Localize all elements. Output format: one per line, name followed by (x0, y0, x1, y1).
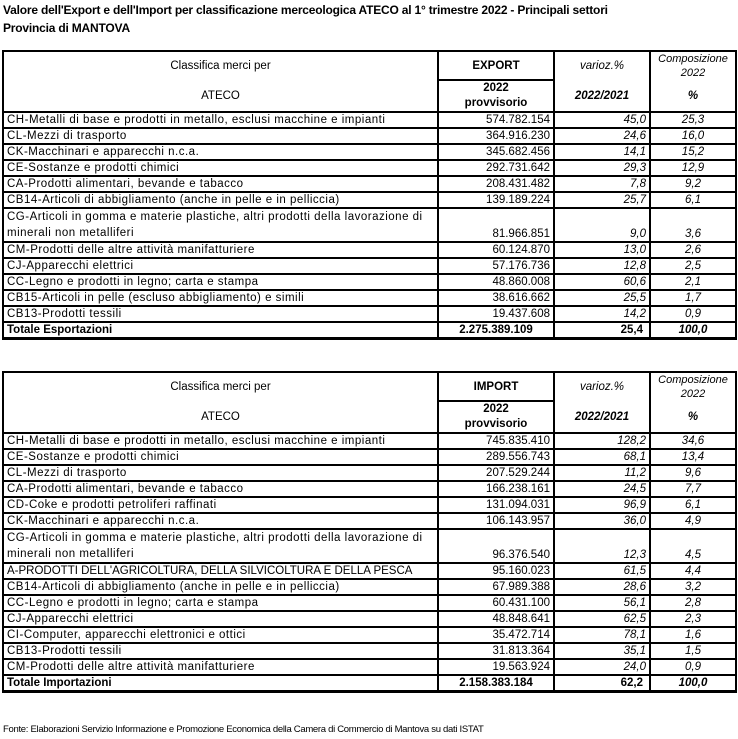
row-label: CB14-Articoli di abbigliamento (anche in pelle e in pelliccia) (3, 579, 438, 595)
total-row (3, 675, 736, 692)
table-row (3, 258, 736, 274)
row-value: 208.431.482 (438, 176, 554, 192)
row-label: CI-Computer, apparecchi elettronici e ottici (3, 627, 438, 643)
row-value: 48.860.008 (438, 274, 554, 290)
row-value: 345.682.456 (438, 144, 554, 160)
row-comp: 3,6 (650, 208, 736, 242)
row-comp: 9,6 (650, 465, 736, 481)
row-label: CM-Prodotti delle altre attività manifatturiere (3, 242, 438, 258)
row-comp: 1,6 (650, 627, 736, 643)
header-year-value: 2022 (483, 403, 509, 415)
table-row (3, 497, 736, 513)
row-variaz: 14,2 (554, 306, 650, 322)
total-comp: 100,0 (650, 675, 736, 692)
row-comp: 6,1 (650, 497, 736, 513)
row-variaz: 9,0 (554, 208, 650, 242)
row-value: 35.472.714 (438, 627, 554, 643)
table-row (3, 595, 736, 611)
row-value: 139.189.224 (438, 192, 554, 208)
row-variaz: 36,0 (554, 513, 650, 529)
row-value: 60.124.870 (438, 242, 554, 258)
row-label: A-PRODOTTI DELL'AGRICOLTURA, DELLA SILVICOLTURA E DELLA PESCA (3, 563, 438, 579)
header-variaz: varioz.% (554, 51, 650, 80)
row-variaz: 13,0 (554, 242, 650, 258)
total-variaz: 62,2 (554, 675, 650, 692)
row-variaz: 62,5 (554, 611, 650, 627)
header-export: EXPORT (438, 51, 554, 80)
import-header-row-2 (3, 401, 736, 433)
row-comp: 1,7 (650, 290, 736, 306)
row-comp: 2,3 (650, 611, 736, 627)
table-row (3, 160, 736, 176)
header-classifica: Classifica merci per (3, 51, 438, 80)
row-label: CK-Macchinari e apparecchi n.c.a. (3, 513, 438, 529)
row-label: CB15-Articoli in pelle (escluso abbigliamento) e simili (3, 290, 438, 306)
header-variaz-period: 2022/2021 (554, 401, 650, 433)
row-variaz: 60,6 (554, 274, 650, 290)
header-classifica: Classifica merci per (3, 372, 438, 401)
row-value: 574.782.154 (438, 112, 554, 128)
header-year (438, 401, 554, 433)
row-label: CM-Prodotti delle altre attività manifatturiere (3, 659, 438, 675)
row-variaz: 12,8 (554, 258, 650, 274)
row-comp: 12,9 (650, 160, 736, 176)
row-label: CL-Mezzi di trasporto (3, 128, 438, 144)
row-variaz: 24,6 (554, 128, 650, 144)
row-comp: 34,6 (650, 433, 736, 449)
table-row (3, 433, 736, 449)
row-comp: 2,5 (650, 258, 736, 274)
header-comp-title: Composizione (658, 53, 728, 65)
row-comp: 9,2 (650, 176, 736, 192)
row-variaz: 61,5 (554, 563, 650, 579)
row-value: 745.835.410 (438, 433, 554, 449)
row-label: CK-Macchinari e apparecchi n.c.a. (3, 144, 438, 160)
row-comp: 3,2 (650, 579, 736, 595)
row-variaz: 56,1 (554, 595, 650, 611)
row-label: CB14-Articoli di abbigliamento (anche in pelle e in pelliccia) (3, 192, 438, 208)
table-row (3, 176, 736, 192)
row-comp: 0,9 (650, 306, 736, 322)
header-year-note: provvisorio (464, 97, 528, 109)
header-comp-year: 2022 (680, 388, 706, 400)
row-value: 57.176.736 (438, 258, 554, 274)
header-comp-title: Composizione (658, 374, 728, 386)
total-value: 2.275.389.109 (438, 322, 554, 339)
table-row (3, 306, 736, 322)
export-header-row-1 (3, 51, 736, 80)
header-comp-unit: % (650, 401, 736, 433)
row-value: 207.529.244 (438, 465, 554, 481)
row-value: 131.094.031 (438, 497, 554, 513)
row-comp: 2,6 (650, 242, 736, 258)
header-comp-year: 2022 (680, 67, 706, 79)
row-label: CJ-Apparecchi elettrici (3, 258, 438, 274)
row-variaz: 12,3 (554, 529, 650, 563)
row-label: CB13-Prodotti tessili (3, 643, 438, 659)
row-label: CJ-Apparecchi elettrici (3, 611, 438, 627)
row-comp: 0,9 (650, 659, 736, 675)
table-row (3, 144, 736, 160)
total-variaz: 25,4 (554, 322, 650, 339)
row-value: 364.916.230 (438, 128, 554, 144)
row-value: 19.437.608 (438, 306, 554, 322)
source-note: Fonte: Elaborazioni Servizio Informazione e Promozione Economica della Camera di Commercio di Mantova su dati ISTAT (3, 724, 484, 735)
table-row (3, 481, 736, 497)
header-ateco: ATECO (3, 80, 438, 112)
import-table (2, 371, 737, 693)
row-comp: 15,2 (650, 144, 736, 160)
row-comp: 6,1 (650, 192, 736, 208)
row-variaz: 128,2 (554, 433, 650, 449)
row-variaz: 14,1 (554, 144, 650, 160)
report-title: Valore dell'Export e dell'Import per classificazione merceologica ATECO al 1° trimestre 2022 - Principali settori (3, 3, 608, 17)
row-comp: 16,0 (650, 128, 736, 144)
row-label: CD-Coke e prodotti petroliferi raffinati (3, 497, 438, 513)
header-comp-unit: % (650, 80, 736, 112)
row-value: 166.238.161 (438, 481, 554, 497)
row-comp: 25,3 (650, 112, 736, 128)
import-header-row-1 (3, 372, 736, 401)
row-value: 38.616.662 (438, 290, 554, 306)
row-value: 31.813.364 (438, 643, 554, 659)
row-value: 60.431.100 (438, 595, 554, 611)
row-variaz: 35,1 (554, 643, 650, 659)
table-row (3, 513, 736, 529)
table-row (3, 290, 736, 306)
export-table (2, 50, 737, 340)
header-year (438, 80, 554, 112)
export-header-row-2 (3, 80, 736, 112)
row-variaz: 11,2 (554, 465, 650, 481)
row-variaz: 68,1 (554, 449, 650, 465)
row-label: CH-Metalli di base e prodotti in metallo, esclusi macchine e impianti (3, 112, 438, 128)
row-value: 289.556.743 (438, 449, 554, 465)
table-row (3, 563, 736, 579)
row-label: CC-Legno e prodotti in legno; carta e stampa (3, 595, 438, 611)
row-comp: 2,8 (650, 595, 736, 611)
row-variaz: 7,8 (554, 176, 650, 192)
row-comp: 13,4 (650, 449, 736, 465)
row-variaz: 25,7 (554, 192, 650, 208)
row-variaz: 28,6 (554, 579, 650, 595)
table-row (3, 208, 736, 242)
row-label: CB13-Prodotti tessili (3, 306, 438, 322)
header-ateco: ATECO (3, 401, 438, 433)
table-row (3, 128, 736, 144)
row-label: CH-Metalli di base e prodotti in metallo, esclusi macchine e impianti (3, 433, 438, 449)
header-composizione (650, 372, 736, 401)
row-comp: 4,4 (650, 563, 736, 579)
header-import: IMPORT (438, 372, 554, 401)
table-row (3, 579, 736, 595)
header-year-note: provvisorio (464, 418, 528, 430)
row-variaz: 45,0 (554, 112, 650, 128)
row-label: CC-Legno e prodotti in legno; carta e stampa (3, 274, 438, 290)
row-label: CA-Prodotti alimentari, bevande e tabacco (3, 176, 438, 192)
table-row (3, 643, 736, 659)
header-year-value: 2022 (483, 82, 509, 94)
row-variaz: 96,9 (554, 497, 650, 513)
row-label: CE-Sostanze e prodotti chimici (3, 449, 438, 465)
table-row (3, 659, 736, 675)
row-value: 96.376.540 (438, 529, 554, 563)
table-row (3, 192, 736, 208)
row-value: 95.160.023 (438, 563, 554, 579)
report-subtitle: Provincia di MANTOVA (3, 21, 130, 35)
table-row (3, 242, 736, 258)
table-row (3, 274, 736, 290)
table-row (3, 611, 736, 627)
row-value: 19.563.924 (438, 659, 554, 675)
row-value: 292.731.642 (438, 160, 554, 176)
row-variaz: 25,5 (554, 290, 650, 306)
row-value: 106.143.957 (438, 513, 554, 529)
table-row (3, 465, 736, 481)
header-composizione (650, 51, 736, 80)
row-variaz: 24,5 (554, 481, 650, 497)
row-label: CL-Mezzi di trasporto (3, 465, 438, 481)
row-label: CG-Articoli in gomma e materie plastiche, altri prodotti della lavorazione di minerali non metalliferi (3, 208, 438, 242)
total-comp: 100,0 (650, 322, 736, 339)
total-label: Totale Esportazioni (3, 322, 438, 339)
row-label: CG-Articoli in gomma e materie plastiche, altri prodotti della lavorazione di minerali non metalliferi (3, 529, 438, 563)
row-value: 48.848.641 (438, 611, 554, 627)
row-value: 81.966.851 (438, 208, 554, 242)
row-value: 67.989.388 (438, 579, 554, 595)
row-variaz: 29,3 (554, 160, 650, 176)
row-comp: 4,9 (650, 513, 736, 529)
header-variaz-period: 2022/2021 (554, 80, 650, 112)
total-label: Totale Importazioni (3, 675, 438, 692)
total-row (3, 322, 736, 339)
table-row (3, 449, 736, 465)
table-row (3, 529, 736, 563)
row-comp: 1,5 (650, 643, 736, 659)
table-row (3, 627, 736, 643)
row-label: CA-Prodotti alimentari, bevande e tabacco (3, 481, 438, 497)
table-row (3, 112, 736, 128)
row-comp: 2,1 (650, 274, 736, 290)
header-variaz: varioz.% (554, 372, 650, 401)
row-variaz: 78,1 (554, 627, 650, 643)
row-comp: 7,7 (650, 481, 736, 497)
row-label: CE-Sostanze e prodotti chimici (3, 160, 438, 176)
total-value: 2.158.383.184 (438, 675, 554, 692)
row-comp: 4,5 (650, 529, 736, 563)
row-variaz: 24,0 (554, 659, 650, 675)
